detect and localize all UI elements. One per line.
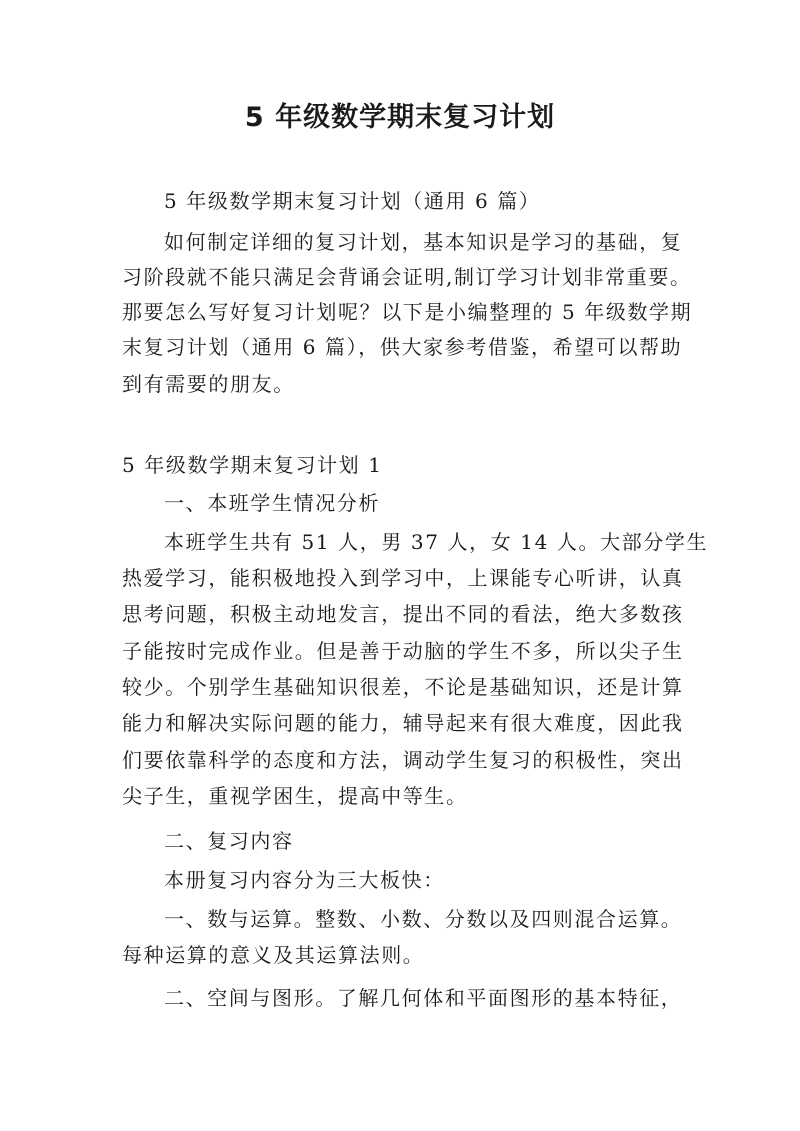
intro-paragraph-line: 末复习计划（通用 6 篇），供大家参考借鉴，希望可以帮助 xyxy=(122,335,683,359)
part1-paragraph-line: 热爱学习，能积极地投入到学习中，上课能专心听讲，认真 xyxy=(122,566,684,590)
part1-paragraph-line: 较少。个别学生基础知识很差，不论是基础知识，还是计算 xyxy=(122,675,684,699)
item1-line: 每种运算的意义及其运算法则。 xyxy=(122,943,425,967)
item2-line: 二、空间与图形。了解几何体和平面图形的基本特征， xyxy=(164,986,683,1010)
part1-paragraph-line: 思考问题，积极主动地发言，提出不同的看法，绝大多数孩 xyxy=(122,602,684,626)
intro-paragraph-line: 如何制定详细的复习计划，基本知识是学习的基础，复 xyxy=(164,230,683,254)
section-heading: 5 年级数学期末复习计划 1 xyxy=(122,453,383,477)
part2-heading: 二、复习内容 xyxy=(164,829,294,853)
intro-subtitle: 5 年级数学期末复习计划（通用 6 篇） xyxy=(164,189,541,213)
part1-paragraph-line: 本班学生共有 51 人，男 37 人，女 14 人。大部分学生 xyxy=(164,530,709,554)
item1-line: 一、数与运算。整数、小数、分数以及四则混合运算。 xyxy=(164,907,683,931)
intro-paragraph-line: 习阶段就不能只满足会背诵会证明,制订学习计划非常重要。 xyxy=(122,265,692,289)
part1-paragraph-line: 尖子生，重视学困生，提高中等生。 xyxy=(122,784,468,808)
intro-paragraph-line: 那要怎么写好复习计划呢？以下是小编整理的 5 年级数学期 xyxy=(122,300,693,324)
document-title: 5 年级数学期末复习计划 xyxy=(244,102,556,133)
part1-paragraph-line: 们要依靠科学的态度和方法，调动学生复习的积极性，突出 xyxy=(122,748,684,772)
part1-paragraph-line: 能力和解决实际问题的能力，辅导起来有很大难度，因此我 xyxy=(122,711,684,735)
part1-paragraph-line: 子能按时完成作业。但是善于动脑的学生不多，所以尖子生 xyxy=(122,639,684,663)
intro-paragraph-line: 到有需要的朋友。 xyxy=(122,372,295,396)
part2-intro: 本册复习内容分为三大板快： xyxy=(164,868,445,892)
part1-heading: 一、本班学生情况分析 xyxy=(164,491,380,515)
